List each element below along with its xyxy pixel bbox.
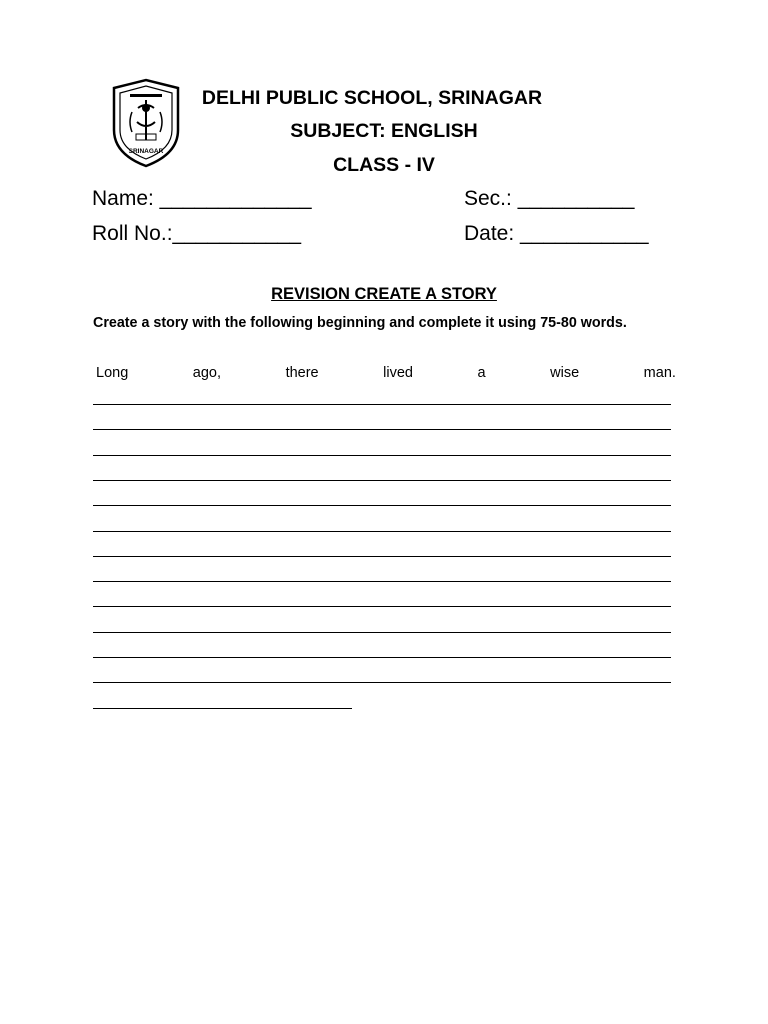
writing-line[interactable] (93, 531, 671, 532)
writing-line[interactable] (93, 606, 671, 607)
writing-line[interactable] (93, 480, 671, 481)
writing-line[interactable] (93, 455, 671, 456)
writing-line[interactable] (93, 708, 352, 709)
writing-line[interactable] (93, 404, 671, 405)
subject-heading: SUBJECT: ENGLISH (290, 120, 478, 142)
beginning-word: lived (383, 365, 413, 381)
task-instruction: Create a story with the following beginning and complete it using 75-80 words. (93, 315, 627, 331)
writing-line[interactable] (93, 657, 671, 658)
beginning-word: ago, (192, 365, 222, 381)
writing-line[interactable] (93, 682, 671, 683)
beginning-word: a (477, 365, 486, 381)
task-title: REVISION CREATE A STORY (271, 285, 497, 303)
date-field[interactable]: Date: ___________ (464, 222, 649, 245)
svg-text:SRINAGAR: SRINAGAR (128, 148, 164, 155)
beginning-word: Long (96, 365, 129, 381)
class-heading: CLASS - IV (333, 154, 435, 176)
beginning-word: wise (550, 365, 580, 381)
school-name: DELHI PUBLIC SCHOOL, SRINAGAR (201, 87, 543, 109)
beginning-word: man. (643, 365, 676, 381)
roll-no-field[interactable]: Roll No.:___________ (92, 222, 301, 245)
beginning-word: there (285, 365, 319, 381)
writing-line[interactable] (93, 556, 671, 557)
section-field[interactable]: Sec.: __________ (464, 187, 635, 210)
writing-line[interactable] (93, 632, 671, 633)
writing-line[interactable] (93, 505, 671, 506)
writing-line[interactable] (93, 581, 671, 582)
name-field[interactable]: Name: _____________ (92, 187, 312, 210)
story-beginning (96, 364, 676, 382)
writing-line[interactable] (93, 429, 671, 430)
